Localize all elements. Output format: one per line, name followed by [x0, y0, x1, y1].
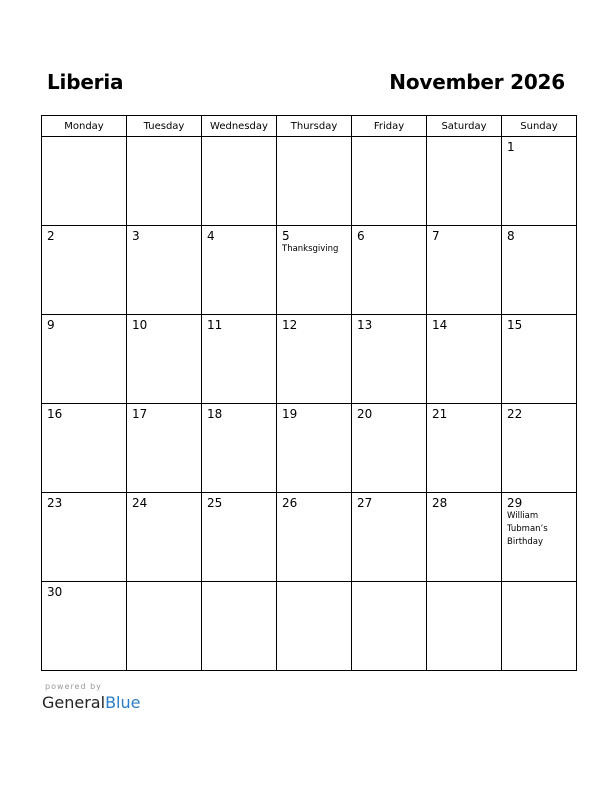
day-cell[interactable] — [277, 493, 352, 582]
day-cell[interactable] — [42, 582, 127, 671]
day-number: 9 — [47, 318, 55, 332]
day-cell[interactable] — [42, 404, 127, 493]
weekday-header: Tuesday — [127, 116, 202, 137]
day-number: 18 — [207, 407, 223, 421]
day-cell[interactable] — [202, 315, 277, 404]
day-cell[interactable] — [277, 404, 352, 493]
day-number: 27 — [357, 496, 373, 510]
day-cell[interactable] — [502, 493, 577, 582]
footer — [42, 682, 140, 712]
day-cell[interactable] — [277, 582, 352, 671]
day-cell[interactable] — [277, 315, 352, 404]
day-cell[interactable] — [42, 315, 127, 404]
day-number: 15 — [507, 318, 523, 332]
day-number — [202, 582, 276, 585]
day-cell[interactable] — [42, 226, 127, 315]
holiday-label: William Tubman’s Birthday — [507, 511, 548, 547]
day-number — [127, 582, 201, 585]
day-number — [427, 137, 501, 140]
calendar-header-country: Liberia — [47, 70, 124, 94]
brand-logo[interactable] — [42, 693, 140, 712]
brand-blue-text: Blue — [105, 693, 141, 712]
calendar-grid — [41, 115, 577, 671]
day-number: 5 — [282, 229, 290, 243]
day-cell[interactable] — [42, 137, 127, 226]
day-number: 3 — [132, 229, 140, 243]
brand-general-text: General — [42, 693, 106, 712]
day-cell[interactable] — [277, 137, 352, 226]
week-row — [42, 404, 577, 493]
day-cell[interactable] — [202, 404, 277, 493]
day-number — [502, 582, 576, 585]
day-number: 19 — [282, 407, 298, 421]
day-cell[interactable] — [202, 226, 277, 315]
weekday-header: Thursday — [277, 116, 352, 137]
day-cell[interactable] — [427, 404, 502, 493]
day-cell[interactable] — [352, 226, 427, 315]
day-cell[interactable] — [352, 315, 427, 404]
day-cell[interactable] — [352, 493, 427, 582]
day-number: 21 — [432, 407, 448, 421]
day-cell[interactable] — [352, 137, 427, 226]
day-cell[interactable] — [127, 404, 202, 493]
weekday-header: Sunday — [502, 116, 577, 137]
day-number — [352, 582, 426, 585]
day-cell[interactable] — [427, 226, 502, 315]
weekday-header: Saturday — [427, 116, 502, 137]
day-number: 7 — [432, 229, 440, 243]
day-number: 6 — [357, 229, 365, 243]
week-row — [42, 582, 577, 671]
day-number: 12 — [282, 318, 298, 332]
day-number: 1 — [507, 140, 515, 154]
day-number: 20 — [357, 407, 373, 421]
day-number — [277, 582, 351, 585]
day-cell[interactable] — [352, 404, 427, 493]
day-cell[interactable] — [202, 137, 277, 226]
day-number: 8 — [507, 229, 515, 243]
day-number: 10 — [132, 318, 148, 332]
day-number: 2 — [47, 229, 55, 243]
day-number: 14 — [432, 318, 448, 332]
week-row — [42, 315, 577, 404]
day-cell[interactable] — [42, 493, 127, 582]
day-cell[interactable] — [127, 582, 202, 671]
day-number: 26 — [282, 496, 298, 510]
day-cell[interactable] — [277, 226, 352, 315]
powered-by-text: powered by — [45, 682, 102, 691]
day-cell[interactable] — [502, 315, 577, 404]
day-number — [427, 582, 501, 585]
day-cell[interactable] — [427, 137, 502, 226]
day-number: 30 — [47, 585, 63, 599]
day-number — [277, 137, 351, 140]
day-cell[interactable] — [427, 315, 502, 404]
week-row — [42, 493, 577, 582]
day-cell[interactable] — [127, 137, 202, 226]
day-number: 13 — [357, 318, 373, 332]
day-cell[interactable] — [202, 493, 277, 582]
day-cell[interactable] — [427, 493, 502, 582]
day-cell[interactable] — [502, 404, 577, 493]
day-cell[interactable] — [352, 582, 427, 671]
week-row — [42, 226, 577, 315]
weekday-header: Friday — [352, 116, 427, 137]
day-number: 23 — [47, 496, 63, 510]
day-cell[interactable] — [502, 582, 577, 671]
day-number: 16 — [47, 407, 63, 421]
day-cell[interactable] — [502, 137, 577, 226]
day-number: 24 — [132, 496, 148, 510]
day-cell[interactable] — [502, 226, 577, 315]
day-cell[interactable] — [427, 582, 502, 671]
day-number: 25 — [207, 496, 223, 510]
weekday-header-row — [42, 116, 577, 137]
day-number: 11 — [207, 318, 223, 332]
week-row — [42, 137, 577, 226]
calendar-body — [42, 137, 577, 671]
day-cell[interactable] — [127, 315, 202, 404]
weekday-header: Monday — [42, 116, 127, 137]
day-number: 28 — [432, 496, 448, 510]
day-cell[interactable] — [127, 226, 202, 315]
day-cell[interactable] — [127, 493, 202, 582]
day-number — [127, 137, 201, 140]
calendar-header-month: November 2026 — [389, 70, 565, 94]
day-number: 22 — [507, 407, 523, 421]
day-number: 17 — [132, 407, 148, 421]
day-cell[interactable] — [202, 582, 277, 671]
day-number — [352, 137, 426, 140]
day-number — [42, 137, 126, 140]
day-number — [202, 137, 276, 140]
day-number: 29 — [507, 496, 523, 510]
weekday-header: Wednesday — [202, 116, 277, 137]
day-number: 4 — [207, 229, 215, 243]
holiday-label: Thanksgiving — [282, 244, 339, 254]
